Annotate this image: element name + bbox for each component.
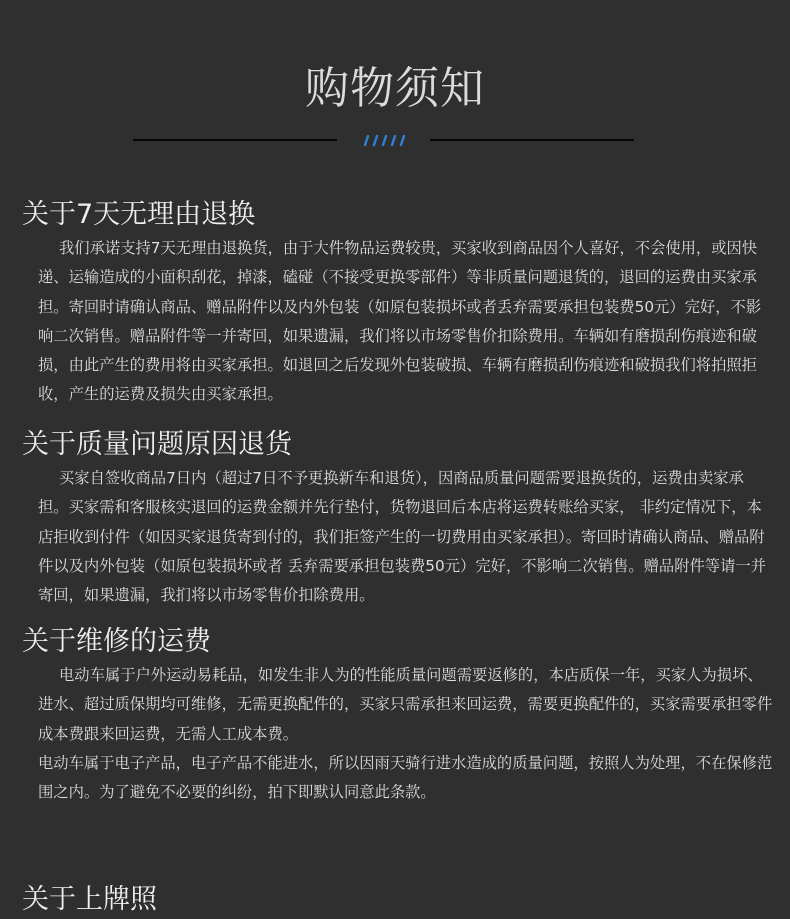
section-heading: 关于7天无理由退换	[22, 199, 256, 230]
section-heading: 关于上牌照	[22, 884, 157, 915]
slash-accent-icon	[360, 132, 406, 148]
section-quality-return	[0, 426, 790, 610]
title-divider	[0, 128, 790, 152]
section-paragraph: 电动车属于户外运动易耗品，如发生非人为的性能质量问题需要返修的，本店质保一年，买家人为损坏、进水、超过质保期均可维修，无需更换配件的，买家只需承担来回运费，需要更换配件的，买家需要承担零件成本费跟来回运费，无需人工成本费。	[38, 666, 773, 743]
divider-line-right	[430, 139, 634, 141]
section-paragraph: 电动车属于电子产品，电子产品不能进水，所以因雨天骑行进水造成的质量问题，按照人为处理，不在保修范围之内。为了避免不必要的纠纷，拍下即默认同意此条款。	[38, 753, 773, 802]
section-license-plate	[0, 881, 790, 919]
section-paragraph: 我们承诺支持7天无理由退换货，由于大件物品运费较贵，买家收到商品因个人喜好，不会使用，或因快递、运输造成的小面积刮花，掉漆，磕碰（不接受更换零部件）等非质量问题退货的，退回的运费由买家承担。寄回时请确认商品、赠品附件以及内外包装（如原包装损坏或者丢弃需要承担包装费50元）完好，不影响二次销售。赠品附件等一并寄回，如果遗漏，我们将以市场零售价扣除费用。车辆如有磨损刮伤痕迹和破损，由此产生的费用将由买家承担。如退回之后发现外包装破损、车辆有磨损刮伤痕迹和破损我们将拍照拒收，产生的运费及损失由买家承担。	[38, 239, 762, 404]
page-title: 购物须知	[305, 63, 485, 114]
section-heading: 关于质量问题原因退货	[22, 429, 292, 460]
section-heading: 关于维修的运费	[22, 626, 211, 657]
section-paragraph: 买家自签收商品7日内（超过7日不予更换新车和退货），因商品质量问题需要退换货的，运费由卖家承担。买家需和客服核实退回的运费金额并先行垫付，货物退回后本店将运费转账给买家， 非约定情况下，本店拒收到付件（如因买家退货寄到付的，我们拒签产生的一切费用由买家承担）。寄回时请确认商品、赠品附件以及内外包装（如原包装损坏或者 丢弃需要承担包装费50元）完好，不影响二次销售。赠品附件等请一并寄回，如果遗漏，我扪将以市场零售价扣除费用。	[38, 469, 766, 605]
section-repair-shipping	[0, 623, 790, 807]
divider-line-left	[133, 139, 337, 141]
section-seven-day-return	[0, 196, 790, 410]
